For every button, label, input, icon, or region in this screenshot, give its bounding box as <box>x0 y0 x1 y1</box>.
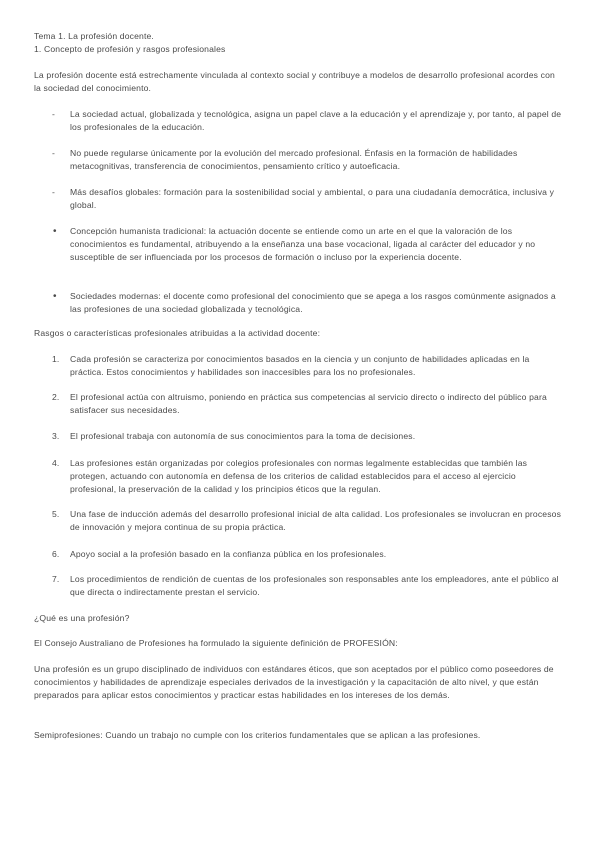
list-marker: 1. <box>52 354 60 364</box>
list-marker: 7. <box>52 574 60 584</box>
list-item: Una fase de inducción además del desarrollo profesional inicial de alta calidad. Los profesionales se involucran en procesos de innovación y mejora continua de su propia práctica. <box>70 509 562 532</box>
intro-paragraph: La profesión docente está estrechamente vinculada al contexto social y contribuye a modelos de desarrollo profesional acordes con la sociedad del conocimiento. <box>34 70 555 93</box>
list-marker: 5. <box>52 509 60 519</box>
definition-paragraph: Una profesión es un grupo disciplinado de individuos con estándares éticos, que son aceptados por el público como poseedores de conocimientos y habilidades de aprendizaje especiales derivados de la investigación y la capacitación de alto nivel, y que están preparados para aplicar estos conocimientos y practicar estas habilidades en los intereses de los demás. <box>34 664 554 700</box>
list-marker: • <box>53 226 57 237</box>
list-marker: - <box>52 109 56 119</box>
semiprofessions-paragraph: Semiprofesiones: Cuando un trabajo no cumple con los criterios fundamentales que se aplican a las profesiones. <box>34 730 481 740</box>
question-heading: ¿Qué es una profesión? <box>34 613 130 623</box>
list-item: Cada profesión se caracteriza por conocimientos basados en la ciencia y un conjunto de habilidades aplicadas en la práctica. Estos conocimientos y habilidades son inaccesibles para los no profesionales. <box>70 354 530 377</box>
list-item: Los procedimientos de rendición de cuentas de los profesionales son responsables ante los empleadores, ante el público al que directa o indirectamente prestan el servicio. <box>70 574 559 597</box>
list-item: El profesional trabaja con autonomía de sus conocimientos para la toma de decisiones. <box>70 431 416 441</box>
council-intro: El Consejo Australiano de Profesiones ha formulado la siguiente definición de PROFESIÓN: <box>34 638 398 648</box>
list-marker: 2. <box>52 392 60 402</box>
section-title: 1. Concepto de profesión y rasgos profesionales <box>34 44 226 54</box>
topic-title: Tema 1. La profesión docente. <box>34 31 154 41</box>
list-marker: - <box>52 187 56 197</box>
list-item: Más desafíos globales: formación para la sostenibilidad social y ambiental, o para una ciudadanía democrática, inclusiva y global. <box>70 187 555 210</box>
list-item: Concepción humanista tradicional: la actuación docente se entiende como un arte en el que la valoración de los conocimientos es fundamental, atribuyendo a la enseñanza una base vocacional, ligada al carácter del educador y no susceptible de ser influenciada por los procesos de formación o incluso por la experiencia docente. <box>70 226 536 262</box>
list-marker: 6. <box>52 549 60 559</box>
list-item: Sociedades modernas: el docente como profesional del conocimiento que se apega a los rasgos comúnmente asignados a las profesiones de una sociedad globalizada y tecnológica. <box>70 291 556 314</box>
list-marker: - <box>52 148 56 158</box>
list-marker: 4. <box>52 458 60 468</box>
list-item: Apoyo social a la profesión basado en la confianza pública en los profesionales. <box>70 549 387 559</box>
list-item: El profesional actúa con altruismo, poniendo en práctica sus competencias al servicio directo o indirecto del público para satisfacer sus necesidades. <box>70 392 547 415</box>
list-item: Las profesiones están organizadas por colegios profesionales con normas legalmente establecidas que también las protegen, actuando con autonomía en defensa de los criterios de calidad establecidos para el acceso al ejercicio profesional, la preservación de la calidad y los principios éticos que la regulan. <box>70 458 528 494</box>
list-item: No puede regularse únicamente por la evolución del mercado profesional. Énfasis en la formación de habilidades metacognitivas, transferencia de conocimientos, pensamiento crítico y autoeficacia. <box>70 148 518 171</box>
list-item: La sociedad actual, globalizada y tecnológica, asigna un papel clave a la educación y el aprendizaje y, por tanto, al papel de los profesionales de la educación. <box>70 109 562 132</box>
list-marker: 3. <box>52 431 60 441</box>
traits-heading: Rasgos o características profesionales atribuidas a la actividad docente: <box>34 328 321 338</box>
list-marker: • <box>53 291 57 302</box>
